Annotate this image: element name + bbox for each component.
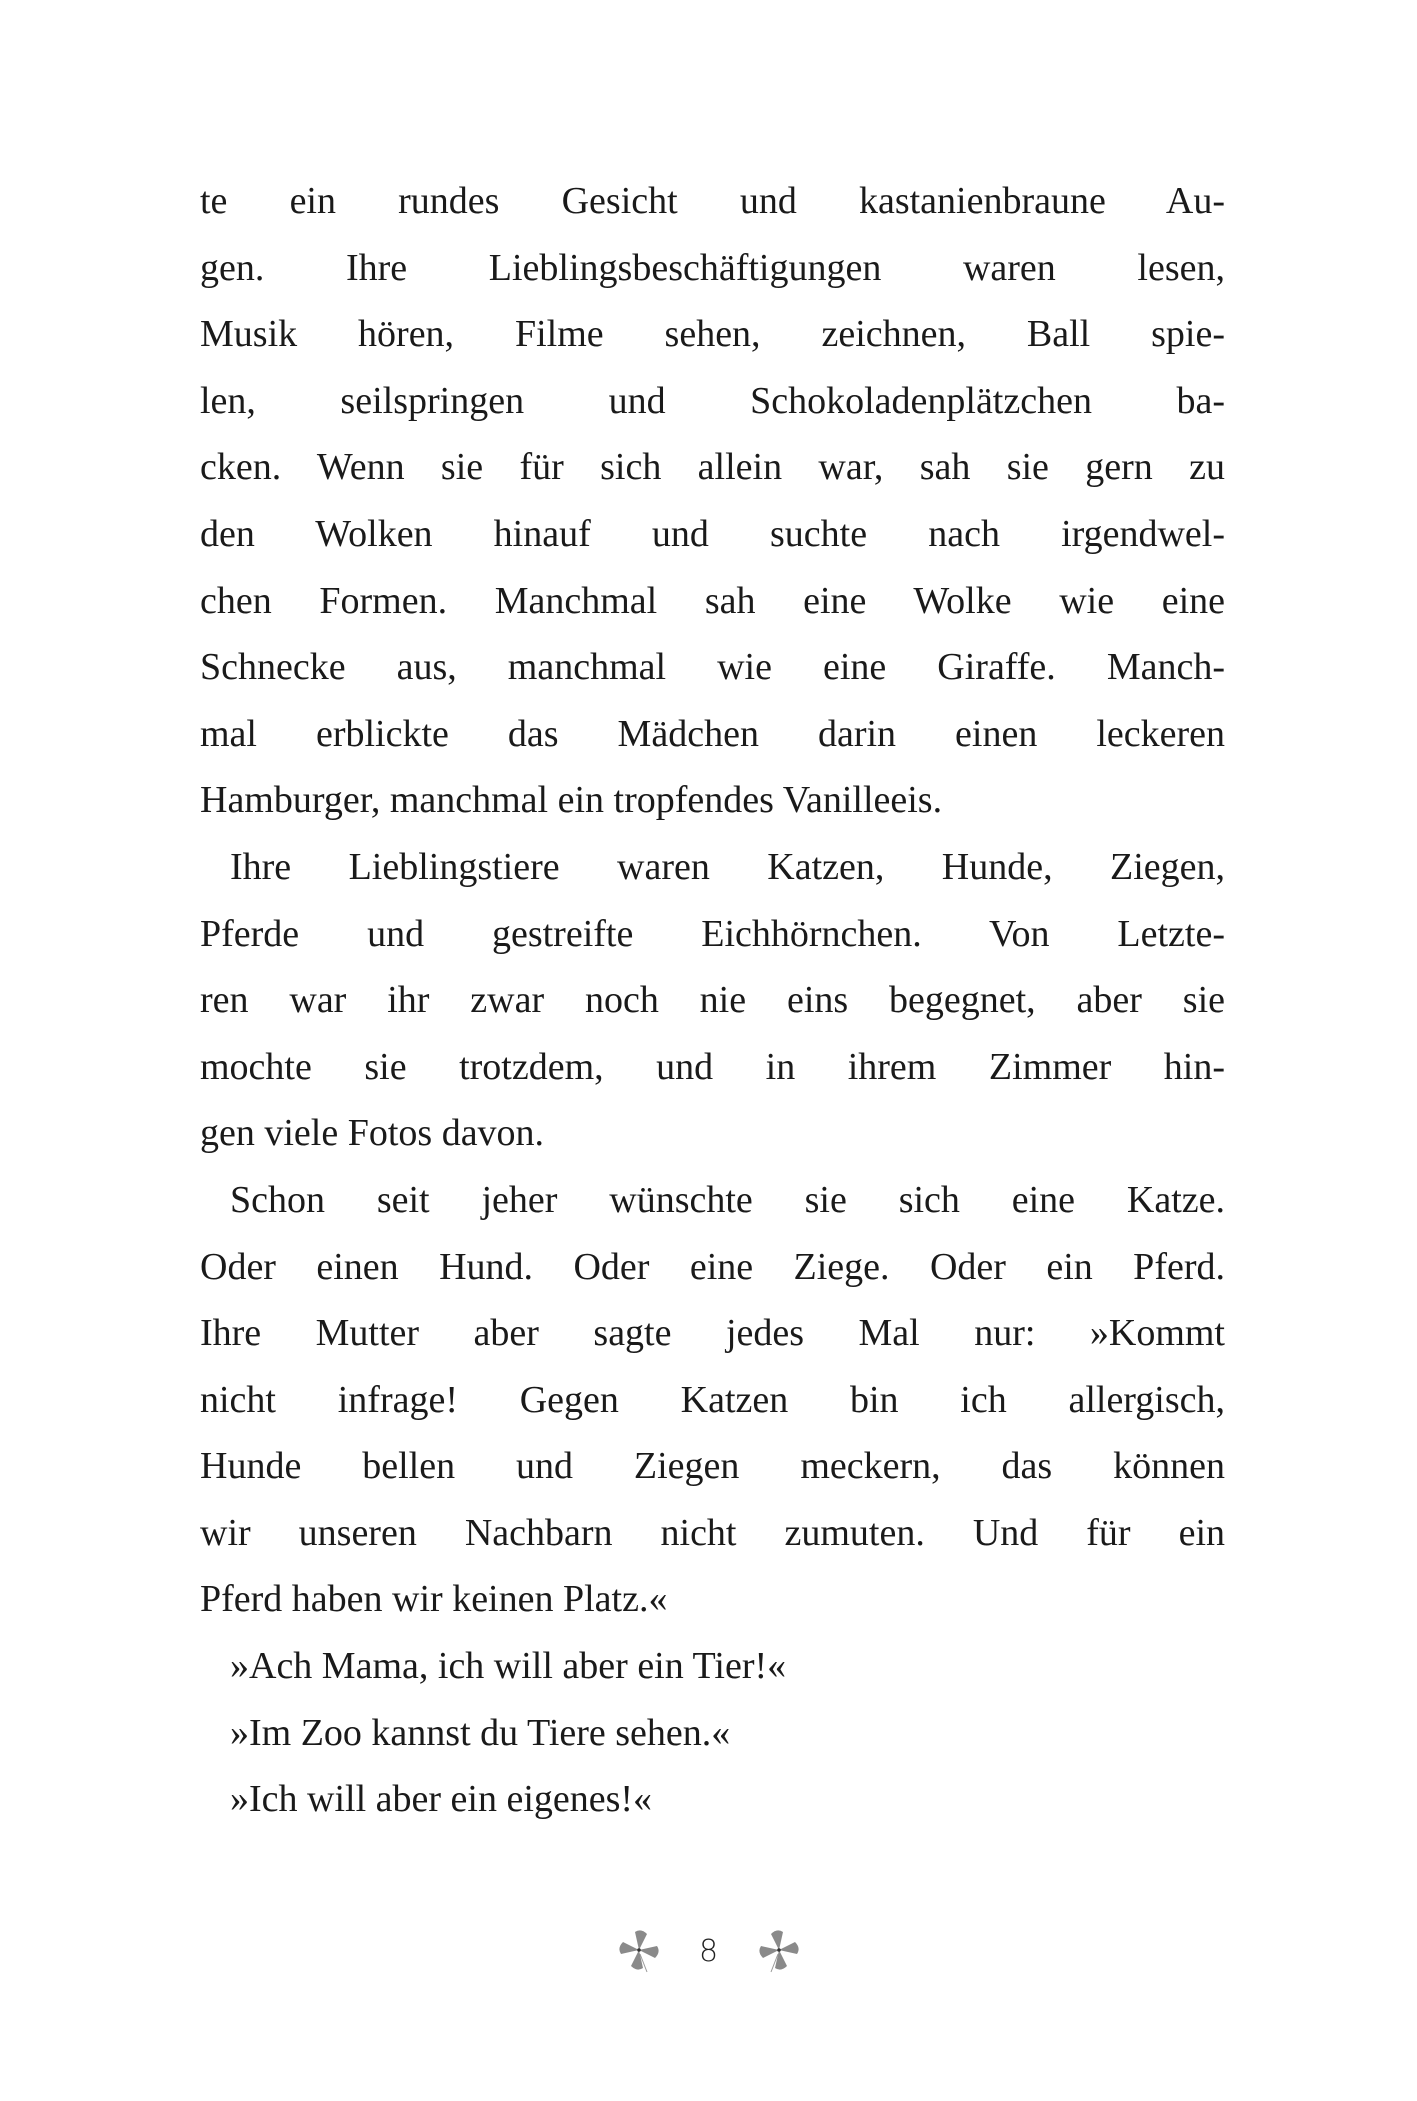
text-line: Oder einen Hund. Oder eine Ziege. Oder ein Pferd. — [200, 1245, 1225, 1288]
text-line: den Wolken hinauf und suchte nach irgendwel- — [200, 512, 1225, 555]
text-line: »Im Zoo kannst du Tiere sehen.« — [230, 1711, 731, 1754]
page-footer — [0, 1924, 1417, 1980]
four-leaf-clover-icon — [615, 1928, 663, 1976]
body-text — [200, 168, 1225, 1833]
text-line: Schon seit jeher wünschte sie sich eine Katze. — [230, 1178, 1225, 1221]
text-line: »Ich will aber ein eigenes!« — [230, 1778, 653, 1821]
text-line: len, seilspringen und Schokoladenplätzchen ba- — [200, 379, 1225, 422]
text-line: wir unseren Nachbarn nicht zumuten. Und für ein — [200, 1511, 1225, 1554]
text-line: gen viele Fotos davon. — [200, 1112, 545, 1155]
four-leaf-clover-icon — [755, 1928, 803, 1976]
text-line: Pferd haben wir keinen Platz.« — [200, 1578, 668, 1621]
text-line: Hamburger, manchmal ein tropfendes Vanilleeis. — [200, 779, 943, 822]
text-line: »Ach Mama, ich will aber ein Tier!« — [230, 1645, 787, 1688]
text-line: cken. Wenn sie für sich allein war, sah sie gern zu — [200, 446, 1225, 489]
text-line: nicht infrage! Gegen Katzen bin ich allergisch, — [200, 1378, 1225, 1421]
page-number: 8 — [698, 1934, 719, 1969]
text-line: te ein rundes Gesicht und kastanienbraune Au- — [200, 180, 1225, 222]
text-line: Musik hören, Filme sehen, zeichnen, Ball spie- — [200, 313, 1225, 356]
text-line: Hunde bellen und Ziegen meckern, das können — [200, 1445, 1225, 1488]
text-line: gen. Ihre Lieblingsbeschäftigungen waren lesen, — [200, 246, 1225, 289]
text-line: chen Formen. Manchmal sah eine Wolke wie eine — [200, 579, 1225, 622]
text-line: Ihre Mutter aber sagte jedes Mal nur: »Kommt — [200, 1312, 1225, 1355]
text-line: Ihre Lieblingstiere waren Katzen, Hunde, Ziegen, — [230, 845, 1225, 888]
text-line: mochte sie trotzdem, und in ihrem Zimmer hin- — [200, 1045, 1225, 1088]
text-line: Schnecke aus, manchmal wie eine Giraffe. Manch- — [200, 646, 1225, 689]
text-line: mal erblickte das Mädchen darin einen leckeren — [200, 712, 1225, 755]
text-line: ren war ihr zwar noch nie eins begegnet, aber sie — [200, 979, 1225, 1022]
text-line: Pferde und gestreifte Eichhörnchen. Von Letzte- — [200, 912, 1225, 955]
